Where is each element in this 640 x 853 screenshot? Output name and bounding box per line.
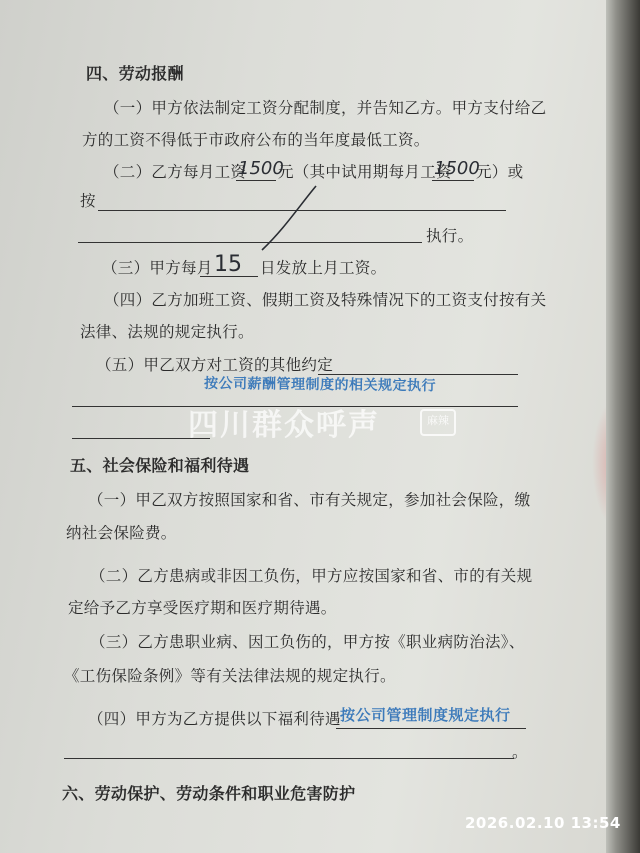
blue-stamp-welfare-rule: 按公司管理制度规定执行 <box>340 706 511 724</box>
section-5-heading: 五、社会保险和福利待遇 <box>70 456 250 475</box>
handwritten-salary: 1500 <box>238 158 284 179</box>
page-edge-shadow <box>606 0 640 853</box>
section-4-item-2-line-2: 按 <box>80 192 96 210</box>
section-5-item-4-line-1: （四）甲方为乙方提供以下福利待遇 <box>88 710 341 728</box>
handwritten-trial-salary: 1500 <box>434 158 480 179</box>
photo-timestamp: 2026.02.10 13:54 <box>465 814 621 832</box>
section-4-heading: 四、劳动报酬 <box>86 64 184 83</box>
section-4-item-2-text-c: 元）或 <box>476 163 524 181</box>
section-5-item-2-line-1: （二）乙方患病或非因工负伤，甲方应按国家和省、市的有关规 <box>90 567 533 585</box>
section-4-item-5-line-1: （五）甲乙双方对工资的其他约定 <box>96 356 334 374</box>
section-4-item-2-line-3-end: 执行。 <box>426 227 474 245</box>
section-4-item-2-text-a: （二）乙方每月工资 <box>104 163 247 181</box>
section-4-item-3-text-a: （三）甲方每月 <box>102 259 213 277</box>
welfare-blank-1 <box>336 728 526 729</box>
watermark-badge: 麻辣 <box>420 409 456 436</box>
blue-stamp-salary-rule: 按公司薪酬管理制度的相关规定执行 <box>203 375 437 395</box>
section-4-item-4-line-1: （四）乙方加班工资、假期工资及特殊情况下的工资支付按有关 <box>104 291 547 309</box>
section-5-item-1-line-2: 纳社会保险费。 <box>66 524 177 542</box>
section-5-item-1-line-1: （一）甲乙双方按照国家和省、市有关规定，参加社会保险，缴 <box>88 491 531 509</box>
section-4-item-3-text-b: 日发放上月工资。 <box>260 259 387 277</box>
section-4-item-4-line-2: 法律、法规的规定执行。 <box>80 323 254 341</box>
watermark-text: 四川群众呼声 <box>188 408 380 443</box>
section-5-item-3-line-2: 《工伤保险条例》等有关法律法规的规定执行。 <box>64 667 396 685</box>
welfare-blank-2 <box>64 758 514 759</box>
welfare-period: 。 <box>512 743 528 761</box>
section-5-item-2-line-2: 定给予乙方享受医疗期和医疗期待遇。 <box>68 599 337 617</box>
section-4-item-1-line-2: 方的工资不得低于市政府公布的当年度最低工资。 <box>82 131 430 149</box>
section-4-item-1-line-1: （一）甲方依法制定工资分配制度，并告知乙方。甲方支付给乙 <box>104 99 547 117</box>
section-4-item-2-text-b: 元（其中试用期每月工资 <box>278 163 452 181</box>
handwritten-payday: 15 <box>214 252 242 277</box>
section-5-item-3-line-1: （三）乙方患职业病、因工负伤的，甲方按《职业病防治法》、 <box>90 633 525 651</box>
section-6-heading: 六、劳动保护、劳动条件和职业危害防护 <box>62 784 356 803</box>
